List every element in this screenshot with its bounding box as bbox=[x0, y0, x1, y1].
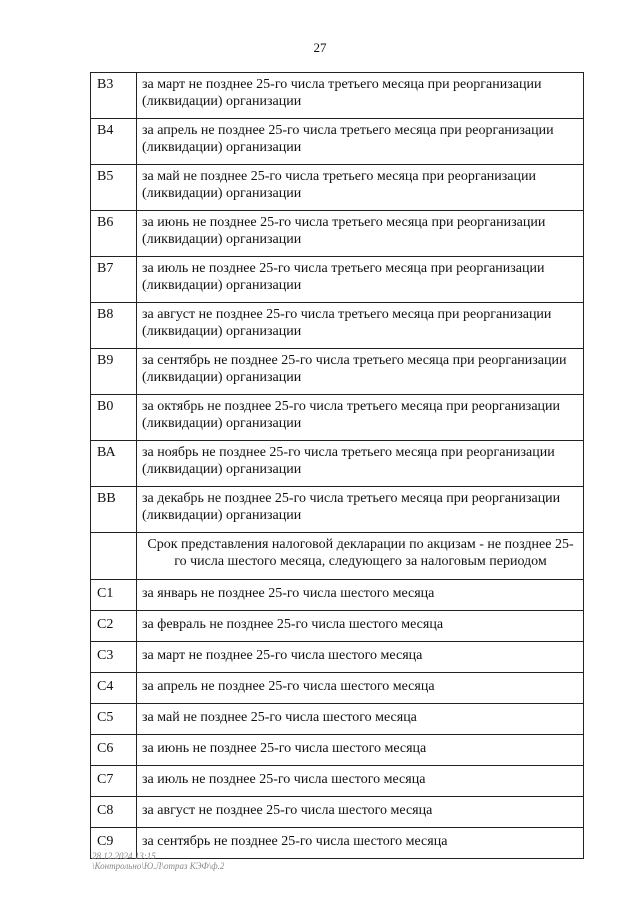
period-description: за апрель не позднее 25-го числа третьего месяца при реорганизации (ликвидации) организации bbox=[137, 119, 584, 165]
period-code: ВА bbox=[91, 441, 137, 487]
table-row bbox=[91, 673, 584, 704]
period-code: В3 bbox=[91, 73, 137, 119]
period-code: В7 bbox=[91, 257, 137, 303]
period-code: С8 bbox=[91, 797, 137, 828]
period-code: С6 bbox=[91, 735, 137, 766]
table-row bbox=[91, 395, 584, 441]
table-row bbox=[91, 580, 584, 611]
period-description: за май не позднее 25-го числа третьего месяца при реорганизации (ликвидации) организации bbox=[137, 165, 584, 211]
table-row bbox=[91, 441, 584, 487]
section-header-row bbox=[91, 533, 584, 580]
period-description: за март не позднее 25-го числа шестого месяца bbox=[137, 642, 584, 673]
period-description: за октябрь не позднее 25-го числа третьего месяца при реорганизации (ликвидации) организации bbox=[137, 395, 584, 441]
section-header-text: Срок представления налоговой декларации по акцизам - не позднее 25-го числа шестого месяца, следующего за налоговым периодом bbox=[137, 533, 584, 580]
period-description: за сентябрь не позднее 25-го числа шестого месяца bbox=[137, 828, 584, 859]
period-codes-table bbox=[90, 72, 584, 859]
table-row bbox=[91, 119, 584, 165]
period-description: за август не позднее 25-го числа шестого месяца bbox=[137, 797, 584, 828]
period-code: С1 bbox=[91, 580, 137, 611]
table-row bbox=[91, 735, 584, 766]
period-code: В5 bbox=[91, 165, 137, 211]
period-code: С2 bbox=[91, 611, 137, 642]
period-code: С4 bbox=[91, 673, 137, 704]
section-header-code bbox=[91, 533, 137, 580]
footer-timestamp: 28.12.2024 13:15 bbox=[92, 851, 156, 861]
table-row bbox=[91, 349, 584, 395]
period-code: ВВ bbox=[91, 487, 137, 533]
table-row bbox=[91, 797, 584, 828]
period-code: В8 bbox=[91, 303, 137, 349]
table-row bbox=[91, 165, 584, 211]
table-row bbox=[91, 73, 584, 119]
page-number: 27 bbox=[313, 40, 327, 55]
period-code: В4 bbox=[91, 119, 137, 165]
period-description: за сентябрь не позднее 25-го числа третьего месяца при реорганизации (ликвидации) организации bbox=[137, 349, 584, 395]
period-code: В9 bbox=[91, 349, 137, 395]
period-description: за апрель не позднее 25-го числа шестого месяца bbox=[137, 673, 584, 704]
period-description: за ноябрь не позднее 25-го числа третьего месяца при реорганизации (ликвидации) организации bbox=[137, 441, 584, 487]
period-description: за май не позднее 25-го числа шестого месяца bbox=[137, 704, 584, 735]
table-row bbox=[91, 642, 584, 673]
table-row bbox=[91, 766, 584, 797]
footer-file-path: \Контрольно\Ю.Л\отраз КЭФ\ф.2 bbox=[92, 861, 225, 871]
period-description: за июнь не позднее 25-го числа шестого месяца bbox=[137, 735, 584, 766]
table-row bbox=[91, 704, 584, 735]
table-row bbox=[91, 611, 584, 642]
period-code: С7 bbox=[91, 766, 137, 797]
table-row bbox=[91, 487, 584, 533]
document-footer-stamp bbox=[92, 851, 224, 871]
table-row bbox=[91, 303, 584, 349]
table-row bbox=[91, 211, 584, 257]
period-code: С3 bbox=[91, 642, 137, 673]
period-code: В0 bbox=[91, 395, 137, 441]
period-code: С5 bbox=[91, 704, 137, 735]
period-description: за март не позднее 25-го числа третьего месяца при реорганизации (ликвидации) организации bbox=[137, 73, 584, 119]
table-row bbox=[91, 257, 584, 303]
period-description: за январь не позднее 25-го числа шестого месяца bbox=[137, 580, 584, 611]
period-description: за июль не позднее 25-го числа шестого месяца bbox=[137, 766, 584, 797]
period-description: за февраль не позднее 25-го числа шестого месяца bbox=[137, 611, 584, 642]
period-description: за июль не позднее 25-го числа третьего месяца при реорганизации (ликвидации) организации bbox=[137, 257, 584, 303]
period-description: за декабрь не позднее 25-го числа третьего месяца при реорганизации (ликвидации) организации bbox=[137, 487, 584, 533]
period-description: за июнь не позднее 25-го числа третьего месяца при реорганизации (ликвидации) организации bbox=[137, 211, 584, 257]
period-description: за август не позднее 25-го числа третьего месяца при реорганизации (ликвидации) организации bbox=[137, 303, 584, 349]
period-code: С9 bbox=[91, 828, 137, 859]
period-code: В6 bbox=[91, 211, 137, 257]
